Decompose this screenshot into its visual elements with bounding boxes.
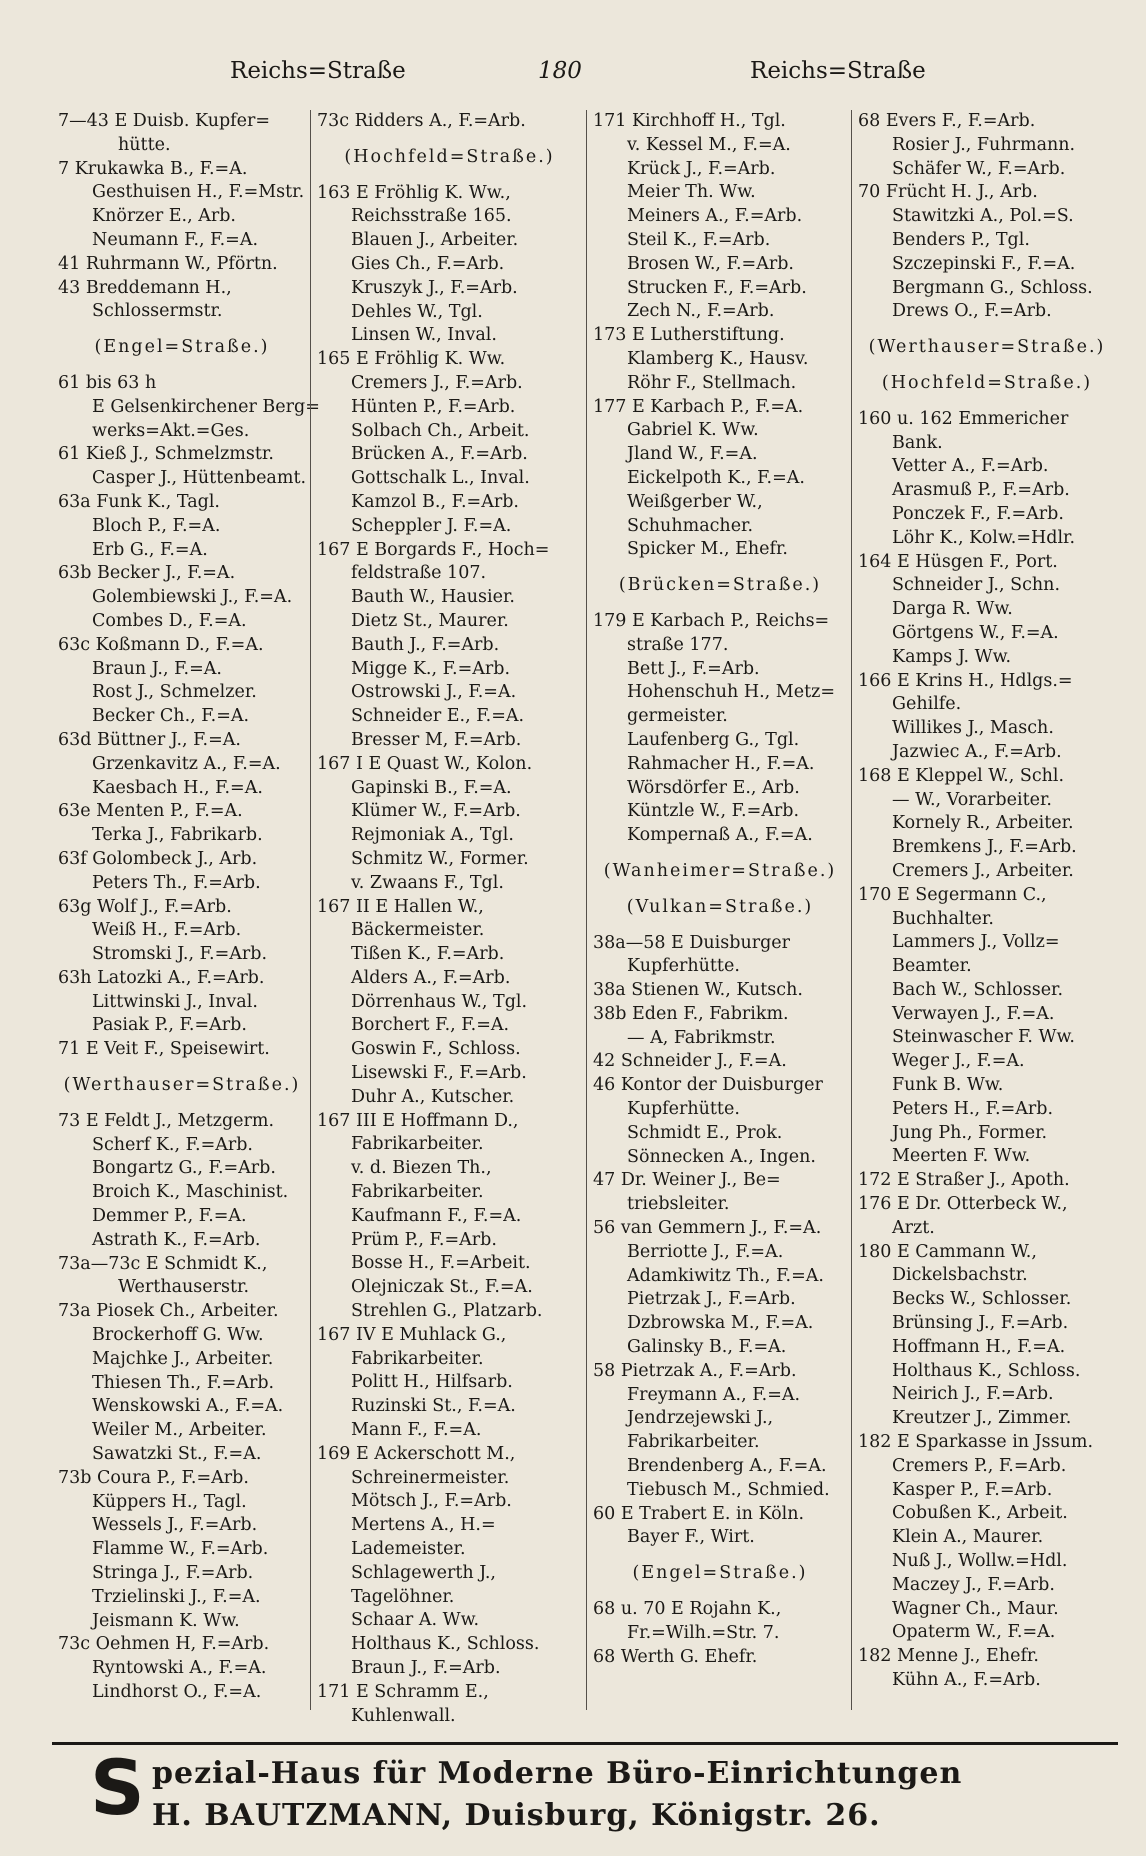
directory-entry-line: Peters Th., F.=Arb.	[92, 872, 261, 893]
directory-entry-line: Littwinski J., Inval.	[92, 991, 258, 1012]
directory-entry-line: Pietrzak J., F.=Arb.	[627, 1289, 796, 1310]
directory-entry-line: Majchke J., Arbeiter.	[92, 1348, 274, 1369]
directory-entry-line: Linsen W., Inval.	[351, 325, 497, 346]
directory-entry-line: Sawatzki St., F.=A.	[92, 1444, 262, 1465]
directory-entry-line: Bach W., Schlosser.	[892, 979, 1064, 1000]
directory-entry-line: werks=Akt.=Ges.	[92, 420, 250, 441]
directory-entry-line: Broich K., Maschinist.	[92, 1182, 289, 1203]
directory-entry-line: Hohenschuh H., Metz=	[627, 682, 835, 703]
directory-entry-line: Schlossermstr.	[92, 301, 223, 322]
directory-entry-line: Bloch P., F.=A.	[92, 515, 221, 536]
directory-entry-line: 41 Ruhrmann W., Pförtn.	[58, 253, 278, 274]
directory-entry-line: Becker Ch., F.=A.	[92, 706, 250, 727]
directory-entry-line: Demmer P., F.=A.	[92, 1206, 247, 1227]
directory-entry-line: Blauen J., Arbeiter.	[351, 230, 519, 251]
spacer	[858, 396, 1116, 408]
directory-entry-line: Bäckermeister.	[351, 920, 485, 941]
directory-entry-line: Wörsdörfer E., Arb.	[627, 777, 800, 798]
directory-entry-line: 61 Kieß J., Schmelzmstr.	[58, 444, 274, 465]
directory-entry-line: Prüm P., F.=Arb.	[351, 1229, 497, 1250]
directory-entry-line: Bresser M, F.=Arb.	[351, 729, 522, 750]
directory-entry-line: Willikes J., Masch.	[892, 718, 1054, 739]
directory-entry-line: 73 E Feldt J., Metzgerm.	[58, 1110, 275, 1131]
directory-entry-line: Ponczek F., F.=Arb.	[892, 503, 1064, 524]
directory-entry-line: Drews O., F.=Arb.	[892, 301, 1052, 322]
directory-entry-line: Röhr F., Stellmach.	[627, 372, 797, 393]
directory-entry-line: 73c Ridders A., F.=Arb.	[317, 111, 526, 131]
directory-entry-line: Scherf K., F.=Arb.	[92, 1134, 253, 1155]
ad-line-2: H. BAUTZMANN, Duisburg, Königstr. 26.	[152, 1798, 881, 1833]
directory-entry-line: Cremers J., F.=Arb.	[351, 372, 523, 393]
directory-entry-line: Ostrowski J., F.=A.	[351, 682, 517, 703]
directory-entry-line: 46 Kontor der Duisburger	[593, 1075, 823, 1096]
directory-entry-line: 165 E Fröhlig K. Ww.	[317, 349, 506, 370]
directory-entry-line: Kaufmann F., F.=A.	[351, 1205, 522, 1226]
directory-entry-line: 163 E Fröhlig K. Ww.,	[317, 182, 511, 203]
directory-entry-line: 7 Krukawka B., F.=A.	[58, 158, 248, 179]
directory-entry-line: Rost J., Schmelzer.	[92, 682, 257, 703]
directory-entry-line: Kompernaß A., F.=A.	[627, 825, 813, 846]
directory-entry-line: Jland W., F.=A.	[627, 444, 758, 465]
spacer	[58, 324, 306, 336]
directory-entry-line: Wessels J., F.=Arb.	[92, 1515, 258, 1536]
directory-entry-line: Brosen W., F.=Arb.	[627, 253, 794, 274]
directory-entry-line: 73a—73c E Schmidt K.,	[58, 1253, 268, 1274]
directory-entry-line: 60 E Trabert E. in Köln.	[593, 1503, 805, 1524]
directory-entry-line: 179 E Karbach P., Reichs=	[593, 610, 830, 631]
directory-entry-line: 169 E Ackerschott M.,	[317, 1443, 516, 1464]
directory-entry-line: Arzt.	[892, 1217, 935, 1238]
directory-entry-line: Tagelöhner.	[351, 1586, 455, 1607]
directory-entry-line: — W., Vorarbeiter.	[892, 789, 1052, 810]
directory-entry-line: Bosse H., F.=Arbeit.	[351, 1253, 531, 1274]
directory-entry-line: Löhr K., Kolw.=Hdlr.	[892, 527, 1076, 548]
directory-entry-line: Kamps J. Ww.	[892, 646, 1012, 667]
directory-entry-line: — A, Fabrikmstr.	[627, 1027, 776, 1048]
directory-entry-line: 63a Funk K., Tagl.	[58, 491, 220, 512]
directory-entry-line: Cobußen K., Arbeit.	[892, 1503, 1068, 1524]
directory-entry-line: Szczepinski F., F.=A.	[892, 253, 1076, 274]
directory-entry-line: Weißgerber W.,	[627, 491, 763, 512]
directory-entry-line: Werthauserstr.	[118, 1277, 250, 1298]
directory-entry-line: Brendenberg A., F.=A.	[627, 1456, 827, 1477]
directory-entry-line: Klamberg K., Hausv.	[627, 348, 809, 369]
directory-entry-line: Schneider E., F.=A.	[351, 706, 525, 727]
directory-entry-line: Meiners A., F.=Arb.	[627, 206, 803, 227]
directory-entry-line: Cremers P., F.=Arb.	[892, 1455, 1067, 1476]
directory-entry-line: Adamkiwitz Th., F.=A.	[627, 1265, 824, 1286]
directory-entry-line: Lisewski F., F.=Arb.	[351, 1063, 527, 1084]
directory-entry-line: Fabrikarbeiter.	[351, 1348, 484, 1369]
spacer	[858, 360, 1116, 372]
directory-entry-line: Gapinski B., F.=A.	[351, 777, 512, 798]
directory-entry-line: Stromski J., F.=Arb.	[92, 944, 268, 965]
directory-entry-line: Vetter A., F.=Arb.	[892, 456, 1049, 477]
directory-entry-line: Strehlen G., Platzarb.	[351, 1301, 543, 1322]
directory-entry-line: Scheppler J. F.=A.	[351, 515, 512, 536]
directory-entry-line: Kupferhütte.	[627, 1099, 740, 1120]
directory-entry-line: Mötsch J., F.=Arb.	[351, 1491, 512, 1512]
directory-entry-line: Stringa J., F.=Arb.	[92, 1563, 254, 1584]
directory-entry-line: Neumann F., F.=A.	[92, 229, 259, 250]
directory-entry-line: Mann F., F.=A.	[351, 1420, 482, 1441]
directory-entry-line: 167 I E Quast W., Kolon.	[317, 753, 533, 774]
directory-entry-line: Peters H., F.=Arb.	[892, 1098, 1054, 1119]
directory-entry-line: 167 III E Hoffmann D.,	[317, 1110, 519, 1131]
directory-entry-line: 38b Eden F., Fabrikm.	[593, 1003, 789, 1024]
directory-entry-line: Laufenberg G., Tgl.	[627, 729, 800, 750]
advertisement-footer	[52, 1743, 1118, 1848]
directory-entry-line: Opaterm W., F.=A.	[892, 1622, 1056, 1643]
directory-entry-line: Borchert F., F.=A.	[351, 1015, 510, 1036]
directory-entry-line: 168 E Kleppel W., Schl.	[858, 765, 1065, 786]
directory-entry-line: Lademeister.	[351, 1539, 466, 1560]
directory-entry-line: Bayer F., Wirt.	[627, 1527, 755, 1548]
directory-entry-line: Kühn A., F.=Arb.	[892, 1670, 1041, 1690]
directory-entry-line: Hoffmann H., F.=A.	[892, 1336, 1066, 1357]
street-section-heading: (Engel=Straße.)	[632, 1563, 808, 1584]
directory-entry-line: 176 E Dr. Otterbeck W.,	[858, 1194, 1068, 1215]
column-4	[851, 110, 1120, 1710]
directory-entry-line: 172 E Straßer J., Apoth.	[858, 1170, 1070, 1191]
directory-entry-line: Neirich J., F.=Arb.	[892, 1384, 1054, 1405]
directory-entry-line: Knörzer E., Arb.	[92, 206, 236, 227]
spacer	[593, 920, 847, 932]
directory-entry-line: Strucken F., F.=Arb.	[627, 277, 807, 298]
directory-entry-line: 63e Menten P., F.=A.	[58, 801, 243, 822]
directory-entry-line: Fabrikarbeiter.	[351, 1134, 484, 1155]
street-section-heading: (Werthauser=Straße.)	[63, 1075, 301, 1096]
directory-entry-line: Jeismann K. Ww.	[92, 1610, 240, 1631]
directory-entry-line: Tißen K., F.=Arb.	[351, 944, 505, 965]
directory-entry-line: Cremers J., Arbeiter.	[892, 860, 1074, 881]
directory-entry-line: v. Zwaans F., Tgl.	[351, 872, 504, 893]
directory-entry-line: Steinwascher F. Ww.	[892, 1027, 1075, 1048]
directory-entry-line: 171 E Schramm E.,	[317, 1681, 489, 1702]
directory-entry-line: Bauth J., F.=Arb.	[351, 634, 500, 655]
directory-entry-line: Tiebusch M., Schmied.	[627, 1479, 830, 1500]
directory-entry-line: 38a—58 E Duisburger	[593, 932, 791, 953]
directory-entry-line: Holthaus K., Schloss.	[351, 1634, 540, 1655]
column-2	[310, 110, 586, 1726]
directory-entry-line: Küppers H., Tagl.	[92, 1491, 247, 1512]
directory-entry-line: Golembiewski J., F.=A.	[92, 587, 293, 608]
directory-entry-line: Lammers J., Vollz=	[892, 932, 1060, 953]
directory-entry-line: Nuß J., Wollw.=Hdl.	[892, 1551, 1068, 1572]
header-street-right: Reichs=Straße	[750, 58, 926, 84]
directory-entry-line: 63g Wolf J., F.=Arb.	[58, 896, 232, 917]
directory-entry-line: Trzielinski J., F.=A.	[92, 1586, 261, 1607]
directory-entry-line: Küntzle W., F.=Arb.	[627, 801, 800, 822]
directory-entry-line: Jung Ph., Former.	[892, 1122, 1048, 1143]
directory-entry-line: Maczey J., F.=Arb.	[892, 1574, 1055, 1595]
directory-entry-line: Benders P., Tgl.	[892, 229, 1030, 250]
directory-entry-line: Verwayen J., F.=A.	[892, 1003, 1055, 1024]
directory-entry-line: Kuhlenwall.	[351, 1705, 456, 1726]
directory-entry-line: 63h Latozki A., F.=Arb.	[58, 967, 265, 988]
directory-entry-line: Kamzol B., F.=Arb.	[351, 491, 519, 512]
directory-entry-line: Terka J., Fabrikarb.	[92, 825, 263, 846]
directory-entry-line: 160 u. 162 Emmericher	[858, 408, 1069, 429]
directory-entry-line: Berriotte J., F.=A.	[627, 1241, 784, 1262]
directory-entry-line: Krück J., F.=Arb.	[627, 158, 776, 179]
directory-entry-line: Görtgens W., F.=A.	[892, 622, 1059, 643]
directory-entry-line: Erb G., F.=A.	[92, 539, 208, 560]
directory-entry-line: Fabrikarbeiter.	[627, 1432, 760, 1453]
directory-entry-line: Gottschalk L., Inval.	[351, 468, 530, 489]
directory-entry-line: Bauth W., Hausier.	[351, 587, 515, 608]
directory-entry-line: Schneider J., Schn.	[892, 575, 1061, 596]
directory-entry-line: Brockerhoff G. Ww.	[92, 1325, 264, 1346]
directory-entry-line: Klümer W., F.=Arb.	[351, 801, 521, 822]
directory-entry-line: Funk B. Ww.	[892, 1075, 1004, 1096]
directory-entry-line: Bank.	[892, 432, 943, 453]
directory-entry-line: Meier Th. Ww.	[627, 182, 756, 203]
directory-entry-line: Gehilfe.	[892, 694, 962, 715]
directory-entry-line: Steil K., F.=Arb.	[627, 229, 771, 250]
directory-entry-line: 173 E Lutherstiftung.	[593, 325, 785, 346]
directory-entry-line: Brücken A., F.=Arb.	[351, 444, 528, 465]
directory-entry-line: Brünsing J., F.=Arb.	[892, 1313, 1069, 1334]
spacer	[593, 884, 847, 896]
directory-entry-line: Astrath K., F.=Arb.	[92, 1229, 261, 1250]
street-section-heading: (Hochfeld=Straße.)	[344, 146, 555, 167]
directory-entry-line: Dörrenhaus W., Tgl.	[351, 991, 528, 1012]
directory-entry-line: 71 E Veit F., Speisewirt.	[58, 1039, 270, 1060]
directory-entry-line: 63f Golombeck J., Arb.	[58, 848, 258, 869]
directory-entry-line: 43 Breddemann H.,	[58, 277, 232, 298]
directory-entry-line: Braun J., F.=Arb.	[351, 1658, 501, 1678]
directory-entry-line: Solbach Ch., Arbeit.	[351, 420, 530, 441]
directory-entry-line: Schäfer W., F.=Arb.	[892, 158, 1066, 179]
directory-entry-line: Migge K., F.=Arb.	[351, 658, 511, 679]
directory-entry-line: Kasper P., F.=Arb.	[892, 1479, 1053, 1500]
directory-entry-line: Wagner Ch., Maur.	[892, 1598, 1059, 1619]
directory-entry-line: Stawitzki A., Pol.=S.	[892, 206, 1074, 227]
page-header	[0, 58, 1146, 88]
spacer	[593, 562, 847, 574]
directory-entry-line: Politt H., Hilfsarb.	[351, 1372, 513, 1393]
directory-entry-line: 63b Becker J., F.=A.	[58, 563, 236, 584]
directory-entry-line: Galinsky B., F.=A.	[627, 1337, 787, 1358]
directory-entry-line: Rejmoniak A., Tgl.	[351, 825, 514, 846]
directory-entry-line: 58 Pietrzak A., F.=Arb.	[593, 1360, 797, 1381]
directory-entry-line: 164 E Hüsgen F., Port.	[858, 551, 1058, 572]
directory-entry-line: 68 u. 70 E Rojahn K.,	[593, 1599, 782, 1620]
directory-entry-line: Kruszyk J., F.=Arb.	[351, 277, 518, 298]
directory-entry-line: Weiß H., F.=Arb.	[92, 920, 242, 941]
directory-entry-line: 182 E Sparkasse in Jssum.	[858, 1432, 1094, 1453]
directory-entry-line: E Gelsenkirchener Berg=	[92, 396, 320, 417]
spacer	[317, 170, 582, 182]
directory-entry-line: 63d Büttner J., F.=A.	[58, 729, 241, 750]
directory-entry-line: Zech N., F.=Arb.	[627, 301, 775, 322]
directory-entry-line: Kornely R., Arbeiter.	[892, 813, 1074, 834]
directory-entry-line: triebsleiter.	[627, 1194, 730, 1215]
street-section-heading: (Vulkan=Straße.)	[626, 896, 814, 917]
page-number: 180	[538, 58, 582, 84]
directory-entry-line: Weger J., F.=A.	[892, 1051, 1025, 1072]
directory-entry-line: hütte.	[118, 134, 171, 155]
directory-columns	[52, 110, 1120, 1726]
directory-entry-line: 61 bis 63 h	[58, 372, 157, 393]
directory-entry-line: Schuhmacher.	[627, 515, 754, 536]
directory-entry-line: Dzbrowska M., F.=A.	[627, 1313, 814, 1334]
directory-entry-line: Spicker M., Ehefr.	[627, 539, 788, 560]
directory-entry-line: Gesthuisen H., F.=Mstr.	[92, 182, 305, 203]
directory-entry-line: Freymann A., F.=A.	[627, 1384, 801, 1405]
directory-entry-line: Goswin F., Schloss.	[351, 1039, 521, 1060]
spacer	[58, 1098, 306, 1110]
street-section-heading: (Engel=Straße.)	[94, 337, 270, 358]
ad-initial-letter: S	[90, 1743, 145, 1832]
spacer	[593, 1550, 847, 1562]
footer-divider	[52, 1742, 1118, 1745]
directory-entry-line: Jazwiec A., F.=Arb.	[892, 741, 1062, 762]
directory-entry-line: Schmitz W., Former.	[351, 848, 529, 869]
directory-entry-line: Combes D., F.=A.	[92, 610, 247, 631]
directory-entry-line: 171 Kirchhoff H., Tgl.	[593, 111, 786, 131]
directory-entry-line: 38a Stienen W., Kutsch.	[593, 980, 803, 1001]
directory-entry-line: Jendrzejewski J.,	[627, 1408, 774, 1429]
directory-entry-line: Rosier J., Fuhrmann.	[892, 134, 1076, 155]
directory-entry-line: Bongartz G., F.=Arb.	[92, 1158, 276, 1179]
directory-entry-line: Duhr A., Kutscher.	[351, 1086, 515, 1107]
header-street-left: Reichs=Straße	[230, 58, 406, 84]
directory-entry-line: Buchhalter.	[892, 908, 994, 929]
directory-entry-line: Flamme W., F.=Arb.	[92, 1539, 269, 1560]
directory-entry-line: 68 Werth G. Ehefr.	[593, 1646, 758, 1667]
directory-entry-line: 42 Schneider J., F.=A.	[593, 1051, 787, 1072]
directory-entry-line: Ryntowski A., F.=A.	[92, 1658, 267, 1679]
directory-entry-line: 177 E Karbach P., F.=A.	[593, 396, 804, 417]
directory-entry-line: straße 177.	[627, 634, 729, 655]
column-1	[52, 110, 320, 1710]
directory-entry-line: 167 II E Hallen W.,	[317, 896, 484, 917]
directory-entry-line: Pasiak P., F.=Arb.	[92, 1015, 247, 1036]
directory-entry-line: Becks W., Schlosser.	[892, 1289, 1072, 1310]
directory-entry-line: Fr.=Wilh.=Str. 7.	[627, 1622, 780, 1643]
directory-entry-line: 167 E Borgards F., Hoch=	[317, 539, 550, 560]
directory-entry-line: Gabriel K. Ww.	[627, 420, 759, 441]
spacer	[858, 324, 1116, 336]
directory-entry-line: Olejniczak St., F.=A.	[351, 1277, 533, 1298]
directory-entry-line: Fabrikarbeiter.	[351, 1182, 484, 1203]
directory-entry-line: Wenskowski A., F.=A.	[92, 1396, 284, 1417]
directory-entry-line: Bremkens J., F.=Arb.	[892, 837, 1077, 858]
directory-entry-line: germeister.	[627, 706, 728, 727]
directory-entry-line: Arasmuß P., F.=Arb.	[892, 480, 1070, 501]
directory-entry-line: Eickelpoth K., F.=A.	[627, 467, 805, 488]
directory-entry-line: 70 Frücht H. J., Arb.	[858, 182, 1038, 203]
directory-entry-line: 73c Oehmen H, F.=Arb.	[58, 1634, 270, 1655]
directory-entry-line: 73a Piosek Ch., Arbeiter.	[58, 1301, 279, 1322]
directory-entry-line: 7—43 E Duisb. Kupfer=	[58, 111, 271, 131]
directory-entry-line: v. d. Biezen Th.,	[351, 1158, 492, 1179]
directory-entry-line: Holthaus K., Schloss.	[892, 1360, 1081, 1381]
directory-entry-line: 63c Koßmann D., F.=A.	[58, 634, 264, 655]
directory-entry-line: Bett J., F.=Arb.	[627, 658, 760, 679]
directory-entry-line: Kreutzer J., Zimmer.	[892, 1408, 1072, 1429]
directory-entry-line: Rahmacher H., F.=A.	[627, 753, 815, 774]
directory-entry-line: Sönnecken A., Ingen.	[627, 1146, 816, 1167]
ad-line-1: pezial-Haus für Moderne Büro-Einrichtungen	[152, 1756, 963, 1791]
spacer	[317, 134, 582, 146]
directory-entry-line: Klein A., Maurer.	[892, 1527, 1044, 1548]
directory-entry-line: v. Kessel M., F.=A.	[627, 134, 791, 155]
directory-entry-line: Dehles W., Tgl.	[351, 301, 483, 322]
directory-entry-line: Meerten F. Ww.	[892, 1146, 1031, 1167]
directory-entry-line: Beamter.	[892, 956, 972, 977]
directory-entry-line: 56 van Gemmern J., F.=A.	[593, 1218, 822, 1239]
directory-entry-line: Dickelsbachstr.	[892, 1265, 1028, 1286]
directory-entry-line: Dietz St., Maurer.	[351, 610, 509, 631]
directory-entry-line: Schaar A. Ww.	[351, 1610, 480, 1631]
directory-entry-line: 166 E Krins H., Hdlgs.=	[858, 670, 1073, 691]
directory-entry-line: Hünten P., F.=Arb.	[351, 396, 516, 417]
street-section-heading: (Hochfeld=Straße.)	[881, 372, 1093, 393]
spacer	[593, 848, 847, 860]
directory-entry-line: Alders A., F.=Arb.	[351, 967, 511, 988]
spacer	[58, 360, 306, 372]
directory-entry-line: Braun J., F.=A.	[92, 658, 222, 679]
directory-entry-line: 68 Evers F., F.=Arb.	[858, 111, 1036, 131]
spacer	[593, 1586, 847, 1598]
directory-entry-line: Schlagewerth J.,	[351, 1562, 496, 1583]
directory-entry-line: Reichsstraße 165.	[351, 206, 512, 227]
directory-entry-line: 47 Dr. Weiner J., Be=	[593, 1170, 781, 1191]
directory-entry-line: Bergmann G., Schloss.	[892, 277, 1093, 298]
directory-entry-line: Mertens A., H.=	[351, 1515, 496, 1536]
directory-entry-line: Schmidt E., Prok.	[627, 1122, 783, 1143]
directory-entry-line: Gies Ch., F.=Arb.	[351, 253, 505, 274]
directory-entry-line: Kupferhütte.	[627, 956, 740, 977]
directory-entry-line: Thiesen Th., F.=Arb.	[92, 1372, 275, 1393]
spacer	[593, 598, 847, 610]
directory-entry-line: Weiler M., Arbeiter.	[92, 1420, 267, 1441]
column-3	[586, 110, 851, 1710]
directory-entry-line: Lindhorst O., F.=A.	[92, 1682, 262, 1702]
directory-entry-line: 180 E Cammann W.,	[858, 1241, 1037, 1262]
street-section-heading: (Brücken=Straße.)	[618, 575, 822, 596]
directory-entry-line: Ruzinski St., F.=A.	[351, 1396, 516, 1417]
directory-entry-line: Kaesbach H., F.=A.	[92, 777, 263, 798]
street-section-heading: (Werthauser=Straße.)	[868, 337, 1106, 358]
directory-entry-line: 73b Coura P., F.=Arb.	[58, 1467, 249, 1488]
directory-entry-line: 170 E Segermann C.,	[858, 884, 1047, 905]
directory-entry-line: feldstraße 107.	[351, 563, 487, 584]
street-section-heading: (Wanheimer=Straße.)	[603, 860, 837, 881]
directory-entry-line: Grzenkavitz A., F.=A.	[92, 753, 281, 774]
directory-entry-line: Casper J., Hüttenbeamt.	[92, 468, 307, 489]
directory-entry-line: Darga R. Ww.	[892, 599, 1013, 620]
directory-entry-line: Schreinermeister.	[351, 1467, 510, 1488]
spacer	[58, 1062, 306, 1074]
directory-entry-line: 167 IV E Muhlack G.,	[317, 1324, 507, 1345]
directory-entry-line: 182 Menne J., Ehefr.	[858, 1646, 1039, 1667]
